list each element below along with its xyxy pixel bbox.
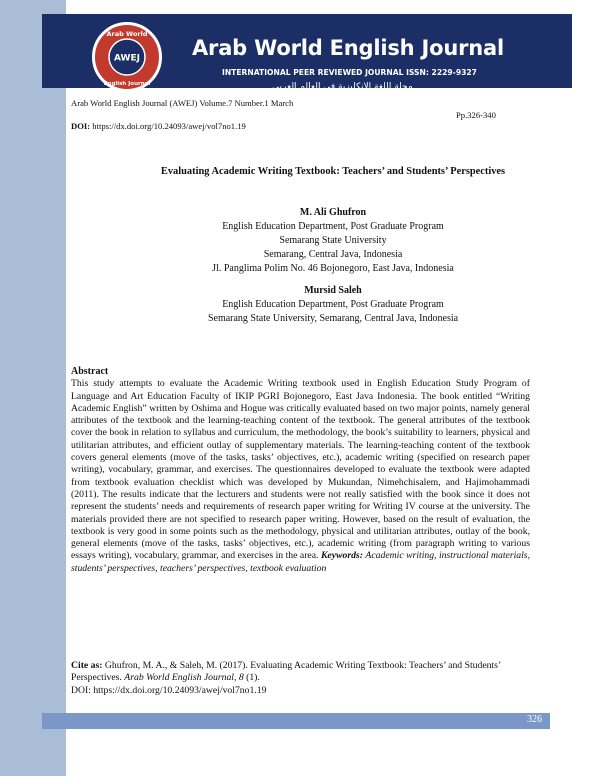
- keywords-label: Keywords:: [320, 550, 363, 562]
- author-block-2: [66, 284, 600, 326]
- journal-citation-line: Arab World English Journal (AWEJ) Volume.7 Number.1 March: [71, 98, 294, 108]
- citation-journal: Arab World English Journal, 8: [124, 672, 244, 684]
- journal-subtitle: INTERNATIONAL PEER REVIEWED JOURNAL ISSN: 2229-9327: [222, 68, 477, 77]
- abstract-text: This study attempts to evaluate the Academic Writing textbook used in English Education Study Program of Language and Art Education Faculty of IKIP PGRI Bojonegoro, East Java Indonesia. The book entitled “Writing Academic English” written by Oshima and Hogue was critically evaluated based on two major points, namely general attributes of the textbook and the learning-teaching content of the textbook. The general attributes of the textbook cover the book in relation to syllabus and curriculum, the methodology, the book’s suitability to learners, physical and utilitarian attributes, and efficient outlay of supplementary materials. The learning-teaching content of the textbook covers general elements (move of the tasks, tasks’ objectives, etc.), academic writing (specified on research paper writing), vocabulary, grammar, and exercises. The questionnaires developed to evaluate the textbook were adapted from textbook evaluation checklist which was developed by Mukundan, Nimehchisalem, and Hajimohammadi (2011). The results indicate that the lecturers and students were not really satisfied with the book since it does not represent the students’ needs and requirements of research paper writing for Writing IV course at the university. The materials provided there are not specified to research paper writing. However, based on the result of evaluation, the textbook is very good in some points such as the methodology, physical and utilitarian attributes, outlay of the book, general elements (move of the tasks, tasks’ objectives, etc.), academic writing (from paragraph writing to various essays writing), vocabulary, grammar, and exercises in the area.: [71, 378, 530, 562]
- page-number: 326: [527, 714, 542, 725]
- citation-issue: (1).: [246, 672, 260, 684]
- author-affiliation-line: English Education Department, Post Graduate Program: [222, 221, 444, 232]
- doi-link[interactable]: https://dx.doi.org/10.24093/awej/vol7no1.19: [92, 121, 246, 131]
- doi-line: [71, 121, 246, 131]
- author-affiliation-line: English Education Department, Post Graduate Program: [222, 299, 444, 310]
- logo-top-text: Arab World: [106, 30, 148, 38]
- abstract-section: [71, 366, 530, 575]
- citation-doi[interactable]: DOI: https://dx.doi.org/10.24093/awej/vol7no1.19: [71, 684, 267, 696]
- author-affiliation-line: Semarang State University, Semarang, Central Java, Indonesia: [207, 313, 459, 324]
- journal-arabic-title: مجلة اللغة الانكليزية في العالم العربي: [272, 82, 413, 92]
- author-name: M. Ali Ghufron: [299, 207, 367, 218]
- journal-banner: [42, 14, 572, 92]
- page-range: Pp.326-340: [456, 110, 496, 120]
- journal-logo: [92, 22, 162, 92]
- left-sidebar-band: [0, 0, 66, 776]
- author-affiliation-line: Jl. Panglima Polim No. 46 Bojonegoro, East Java, Indonesia: [212, 263, 454, 274]
- keywords-text: Academic writing, instructional materials, students’ perspectives, teachers’ perspectives, textbook evaluation: [71, 550, 531, 574]
- paper-title: Evaluating Academic Writing Textbook: Teachers’ and Students’ Perspectives: [160, 166, 506, 177]
- logo-bottom-text: English Journal: [103, 81, 151, 87]
- journal-title: Arab World English Journal: [192, 36, 505, 60]
- citation-text: Ghufron, M. A., & Saleh, M. (2017). Evaluating Academic Writing Textbook: Teachers’ and Students’ Perspectives.: [71, 660, 501, 684]
- author-affiliation-line: Semarang, Central Java, Indonesia: [263, 249, 403, 260]
- citation-block: [71, 660, 530, 697]
- abstract-body: [71, 378, 530, 575]
- author-block-1: [66, 206, 600, 276]
- author-affiliation-line: Semarang State University: [279, 235, 387, 246]
- doi-label: DOI:: [71, 121, 91, 131]
- logo-center-text: AWEJ: [114, 53, 140, 64]
- citation-label: Cite as:: [71, 660, 103, 671]
- logo-seal-icon: [95, 25, 159, 89]
- footer-bar: [42, 713, 550, 729]
- abstract-heading: Abstract: [71, 366, 109, 377]
- author-name: Mursid Saleh: [304, 285, 362, 296]
